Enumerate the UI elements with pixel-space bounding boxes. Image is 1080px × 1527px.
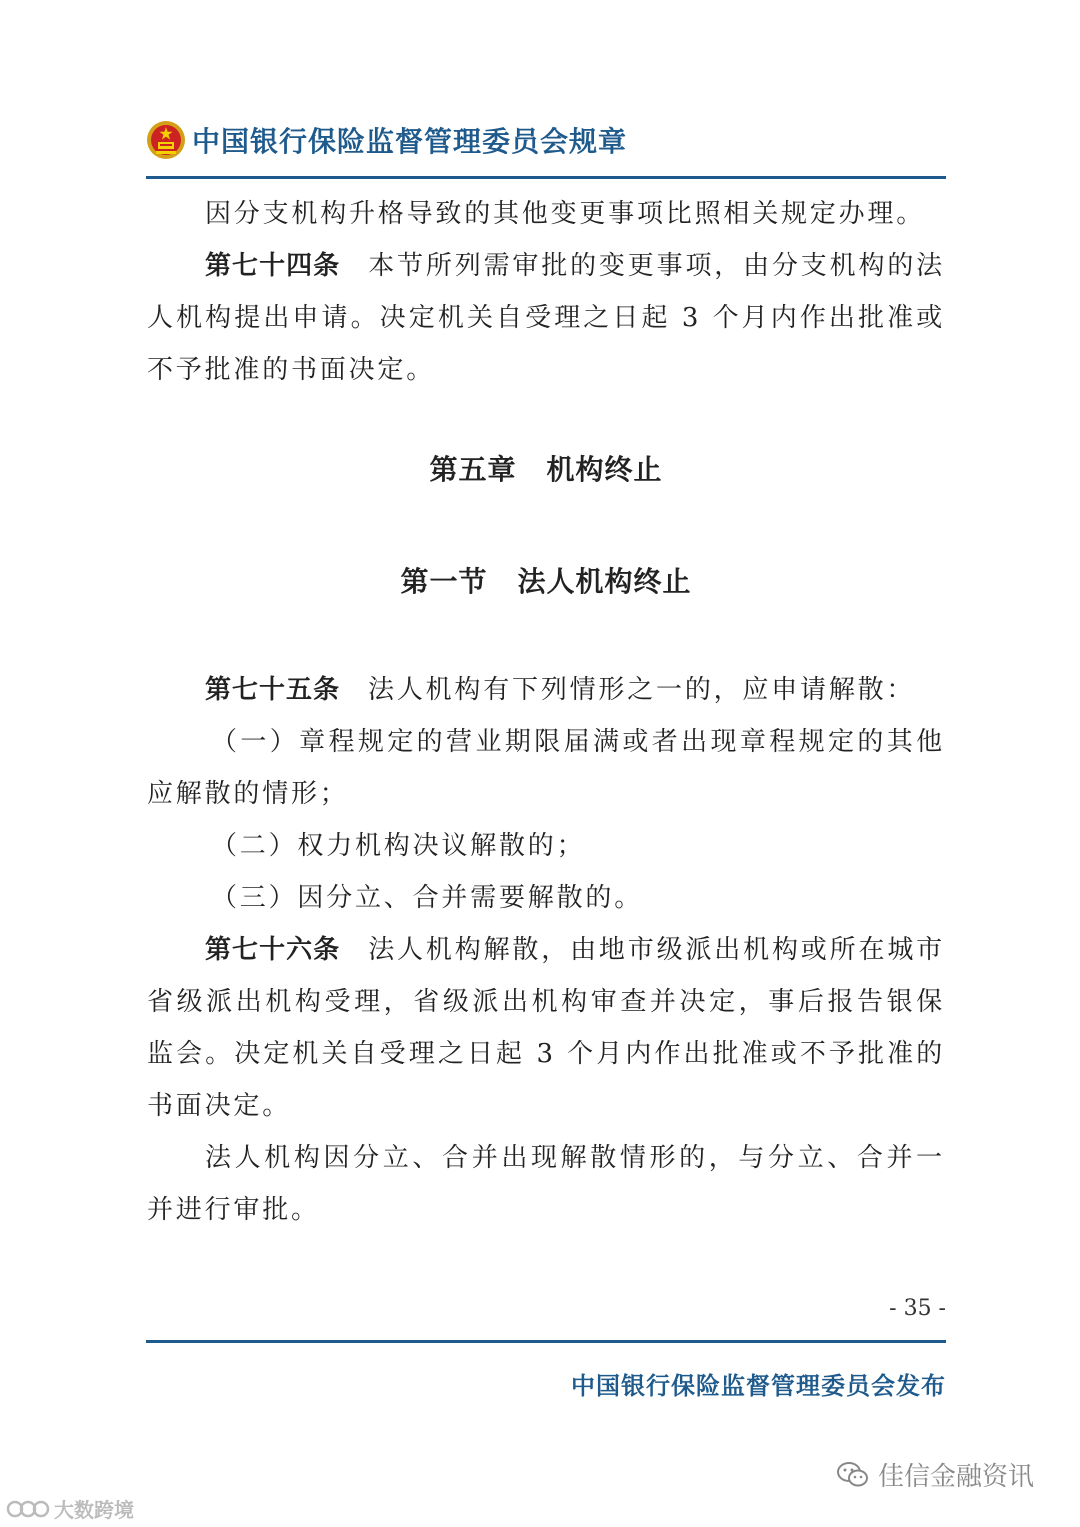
document-body — [147, 188, 945, 1236]
watermark-right — [836, 1456, 1034, 1493]
chapter-label: 第五章 — [429, 453, 517, 486]
national-emblem-icon — [146, 120, 186, 160]
chapter-heading — [147, 448, 945, 488]
footer-divider — [146, 1340, 946, 1343]
section-label: 第一节 — [400, 565, 488, 598]
article-74 — [147, 240, 945, 396]
footer-publisher: 中国银行保险监督管理委员会发布 — [571, 1371, 946, 1400]
logo-icon — [6, 1498, 50, 1520]
header-title: 中国银行保险监督管理委员会规章 — [192, 125, 628, 158]
article-label: 第七十五条 — [205, 675, 341, 705]
article-text: 本节所列需审批的变更事项，由分支机构的法人机构提出申请。决定机关自受理之日起 3 个月内作出批准或不予批准的书面决定。 — [147, 251, 945, 385]
watermark-right-text: 佳信金融资讯 — [878, 1462, 1035, 1492]
article-label: 第七十六条 — [205, 935, 341, 965]
article-text: 法人机构解散，由地市级派出机构或所在城市省级派出机构受理，省级派出机构审查并决定，事后报告银保监会。决定机关自受理之日起 3 个月内作出批准或不予批准的书面决定。 — [147, 935, 945, 1121]
page-number: - 35 - — [889, 1296, 946, 1321]
article-76 — [147, 924, 945, 1132]
paragraph: 因分支机构升格导致的其他变更事项比照相关规定办理。 — [205, 199, 926, 229]
paragraph: 法人机构因分立、合并出现解散情形的，与分立、合并一并进行审批。 — [147, 1143, 945, 1225]
article-text: 法人机构有下列情形之一的，应申请解散： — [368, 675, 916, 705]
section-title: 法人机构终止 — [517, 565, 692, 598]
list-item: （一）章程规定的营业期限届满或者出现章程规定的其他应解散的情形； — [147, 727, 945, 809]
list-item: （三）因分立、合并需要解散的。 — [211, 883, 644, 913]
watermark-left-text: 大数跨境 — [54, 1498, 134, 1522]
article-label: 第七十四条 — [205, 251, 341, 281]
section-heading — [147, 560, 945, 600]
watermark-left — [6, 1494, 134, 1523]
wechat-icon — [836, 1460, 870, 1490]
page-header — [146, 116, 946, 164]
header-divider — [146, 176, 946, 179]
article-75 — [147, 664, 945, 716]
list-item: （二）权力机构决议解散的； — [211, 831, 586, 861]
chapter-title: 机构终止 — [546, 453, 663, 486]
